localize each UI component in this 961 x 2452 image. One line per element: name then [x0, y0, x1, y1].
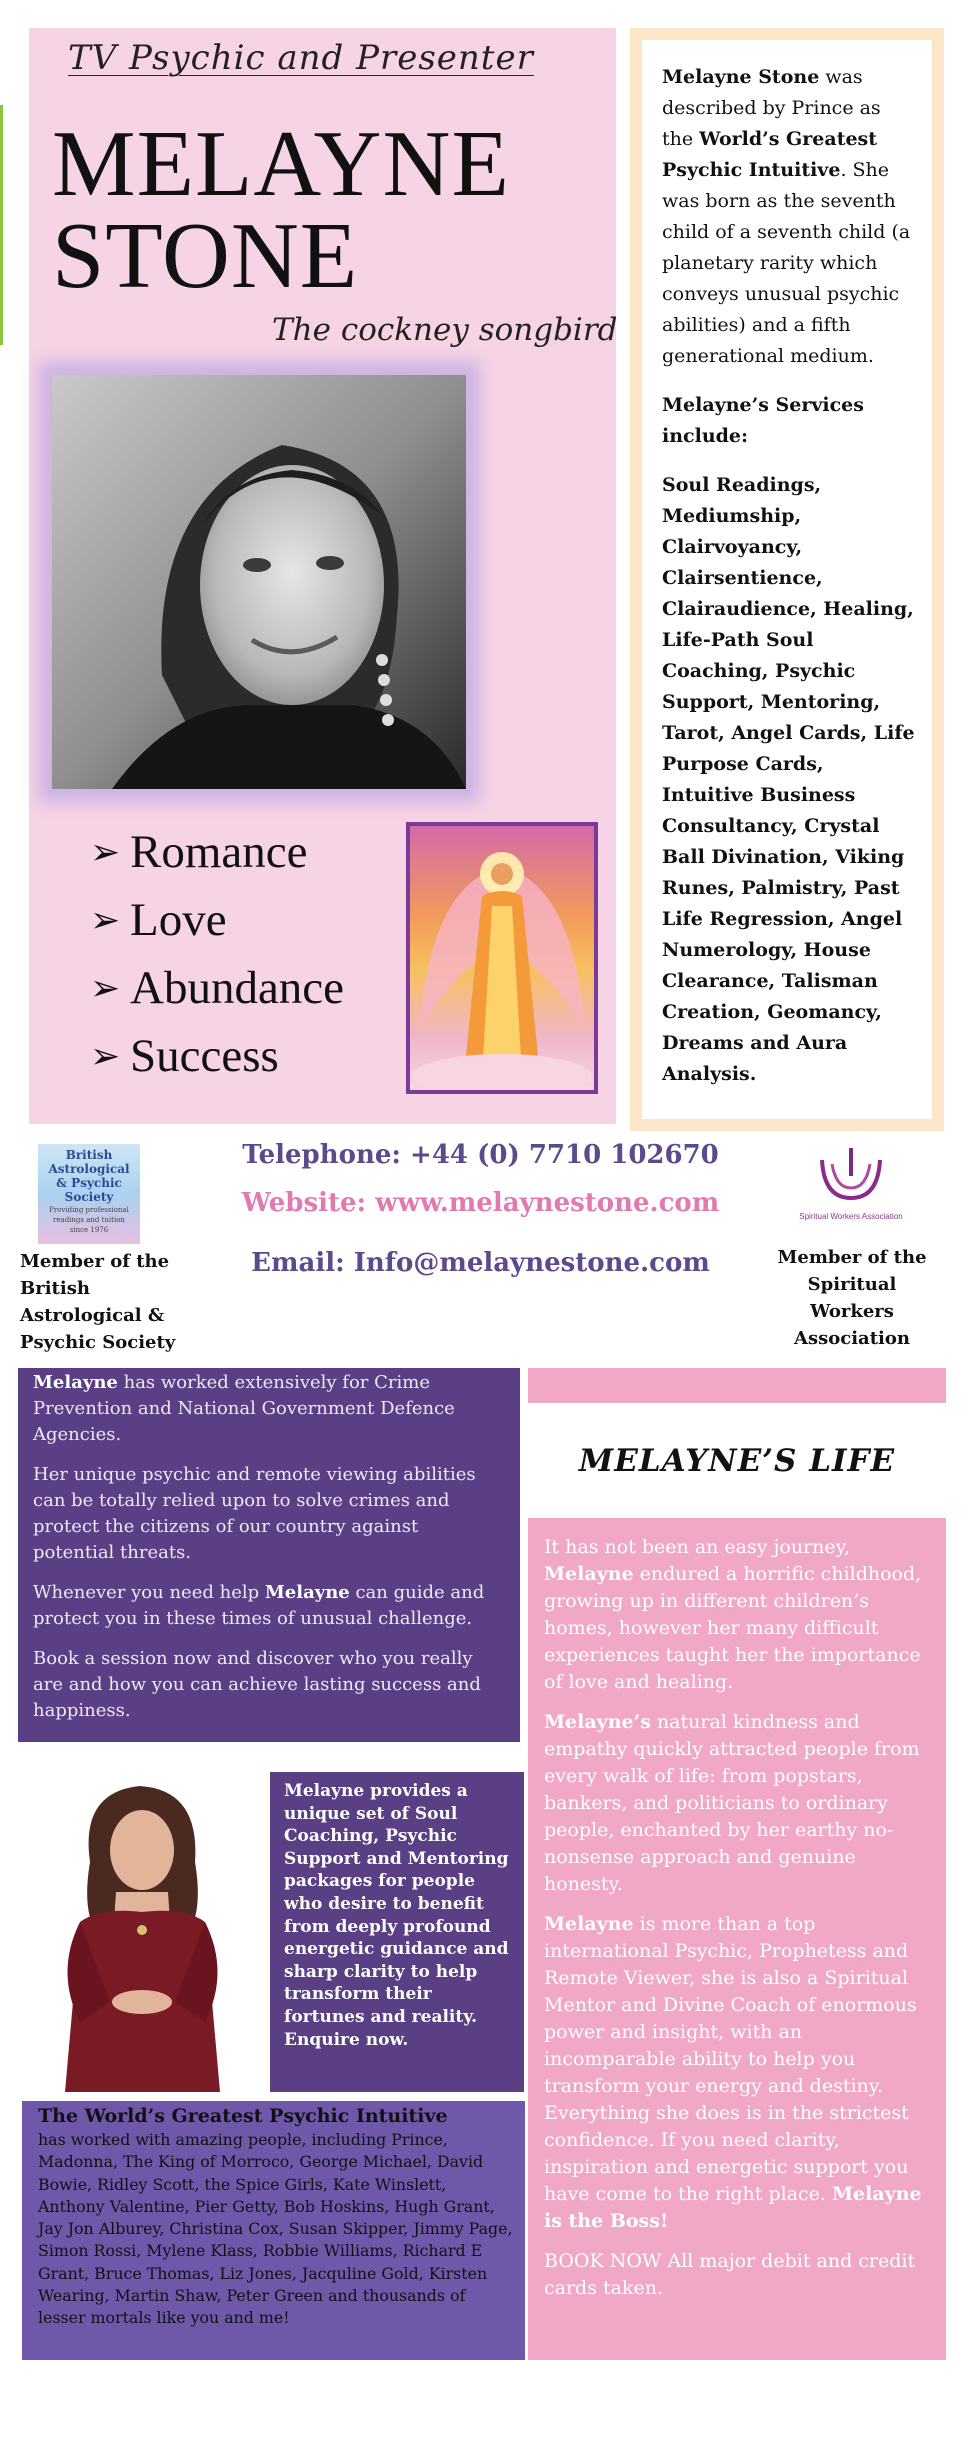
celebrity-heading: The World’s Greatest Psychic Intuitive — [38, 2105, 448, 2127]
email-link[interactable]: Info@melaynestone.com — [353, 1248, 710, 1278]
life-panel: It has not been an easy journey, Melayne endured a horrific childhood, growing up in different children’s homes, however her many difficult experiences taught her the importance of love and healing. Melayne’s natural kindness and empathy quickly attracted people from every walk of life: from popstars, bankers, and politicians to ordinary people, enchanted by her earthy no-nonsense approach and genuine honesty. Melayne is more than a top international Psychic, Prophetess and Remote Viewer, she is also a Spiritual Mentor and Divine Coach of enormous power and insight, with an incomparable ability to help you transform your energy and destiny. Everything she does is in the strictest confidence. If you need clarity, inspiration and energetic support you have come to the right place. Melayne is the Boss! BOOK NOW All major debit and credit cards taken. — [528, 1518, 946, 2360]
book-now-text: BOOK NOW All major debit and credit cards taken. — [544, 2250, 916, 2299]
services-heading: Melayne’s Services include: — [662, 394, 864, 447]
hero-subtitle: TV Psychic and Presenter — [68, 38, 534, 78]
telephone[interactable]: Telephone: +44 (0) 7710 102670 — [242, 1140, 719, 1170]
email-line: Email: Info@melaynestone.com — [251, 1248, 710, 1278]
arrow-icon: ➢ — [90, 968, 121, 1008]
angel-image — [406, 822, 598, 1094]
celebrity-clients-panel — [22, 2101, 525, 2360]
arrow-icon: ➢ — [90, 832, 121, 872]
services-list: Soul Readings, Mediumship, Clairvoyancy, Clairsentience, Clairaudience, Healing, Life-Path Soul Coaching, Psychic Support, Mentoring, Tarot, Angel Cards, Life Purpose Cards, Intuitive Business Consultancy, Crystal Ball Divination, Viking Runes, Palmistry, Past Life Regression, Angel Numerology, House Clearance, Talisman Creation, Geomancy, Dreams and Aura Analysis. — [662, 474, 915, 1085]
hero-name-line2: STONE — [52, 204, 359, 308]
pink-divider-bar — [528, 1368, 946, 1403]
swa-membership-text: Member of the Spiritual Workers Association — [777, 1247, 927, 1349]
about-intro: Melayne Stone was described by Prince as the World’s Greatest Psychic Intuitive. She was born as the seventh child of a seventh child (a planetary rarity which conveys unusual psychic abilities) and a fifth generational medium. — [662, 66, 911, 367]
celebrity-text: has worked with amazing people, including Prince, Madonna, The King of Morroco, George Michael, David Bowie, Ridley Scott, the Spice Girls, Kate Winslett, Anthony Valentine, Pier Getty, Bob Hoskins, Hugh Grant, Jay Jon Alburey, Christina Cox, Susan Skipper, Jimmy Page, Simon Rossi, Mylene Klass, Robbie Williams, Richard E Grant, Bruce Thomas, Liz Jones, Jacquline Gold, Kirsten Wearing, Martin Shaw, Peter Green and thousands of lesser mortals like you and me! — [38, 2130, 513, 2328]
coaching-panel: Melayne provides a unique set of Soul Coaching, Psychic Support and Mentoring packages for people who desire to benefit from deeply profound energetic guidance and sharp clarity to help transform their fortunes and reality. Enquire now. — [270, 1772, 524, 2092]
edge-accent-line — [0, 105, 3, 345]
bullet-item: ➢ Love — [90, 886, 344, 954]
crime-prevention-panel: Melayne has worked extensively for Crime Prevention and National Government Defence Agencies. Her unique psychic and remote viewing abilities can be totally relied upon to solve crimes and protect the citizens of our country against potential threats. Whenever you need help Melayne can guide and protect you in these times of unusual challenge. Book a session now and discover who you really are and how you can achieve lasting success and happiness. — [18, 1368, 520, 1742]
swa-emblem-icon — [792, 1140, 910, 1212]
bullet-list — [90, 818, 344, 1090]
bullet-item: ➢ Romance — [90, 818, 344, 886]
angel-icon — [410, 826, 594, 1090]
hero-name-line1: MELAYNE — [52, 112, 510, 216]
website-link[interactable]: Website: www.melaynestone.com — [241, 1188, 720, 1218]
swa-logo: Spiritual Workers Association — [792, 1140, 910, 1228]
melayne-photo — [20, 1772, 265, 2092]
bullet-item: ➢ Abundance — [90, 954, 344, 1022]
portrait-image — [52, 375, 466, 789]
bas-membership-text: Member of the British Astrological & Psychic Society — [20, 1251, 176, 1353]
portrait-photo — [52, 375, 466, 789]
life-title: MELAYNE’S LIFE — [578, 1443, 896, 1479]
arrow-icon: ➢ — [90, 1036, 121, 1076]
hero-tagline: The cockney songbird — [272, 312, 618, 348]
arrow-icon: ➢ — [90, 900, 121, 940]
woman-image — [20, 1772, 265, 2092]
hero-name — [52, 112, 572, 308]
bullet-item: ➢ Success — [90, 1022, 344, 1090]
about-box — [630, 28, 944, 1131]
bas-logo: British Astrological & Psychic Society Providing professional readings and tuition since 1976 — [38, 1144, 140, 1244]
